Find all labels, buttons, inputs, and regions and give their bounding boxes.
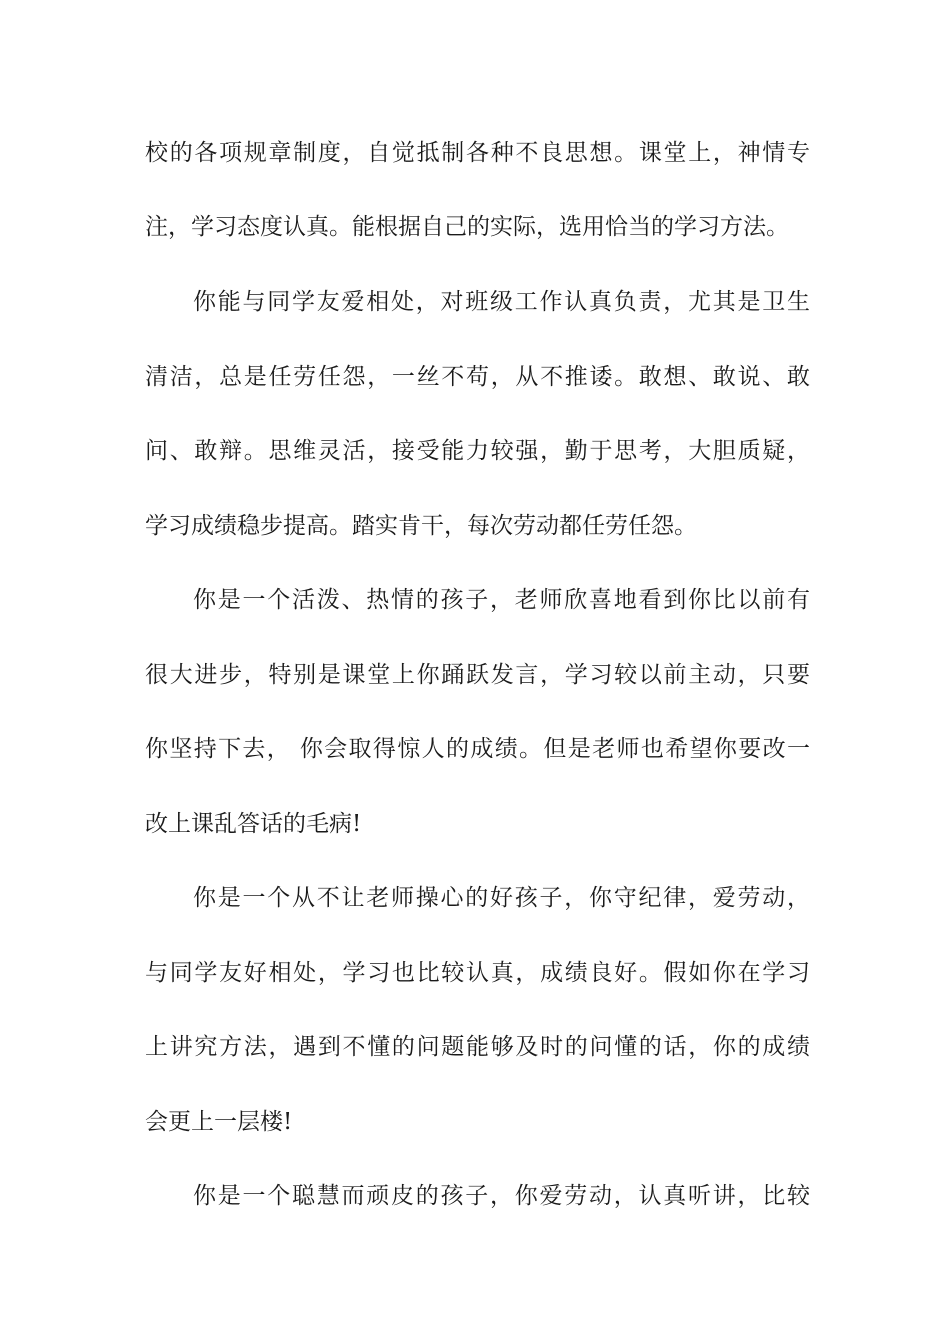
text-line: 清洁，总是任劳任怨，一丝不苟，从不推诿。敢想、敢说、敢 — [145, 364, 810, 390]
paragraph-first-line: 你是一个聪慧而顽皮的孩子，你爱劳动，认真听讲，比较 — [193, 1183, 810, 1209]
text-line: 改上课乱答话的毛病! — [145, 811, 362, 837]
paragraph-first-line: 你是一个从不让老师操心的好孩子，你守纪律，爱劳动， — [193, 885, 810, 911]
text-line: 校的各项规章制度，自觉抵制各种不良思想。课堂上，神情专 — [145, 140, 810, 166]
paragraph-first-line: 你是一个活泼、热情的孩子，老师欣喜地看到你比以前有 — [193, 587, 810, 613]
text-line: 会更上一层楼! — [145, 1109, 293, 1135]
text-line: 你坚持下去， 你会取得惊人的成绩。但是老师也希望你要改一 — [145, 736, 810, 762]
text-line: 与同学友好相处，学习也比较认真，成绩良好。假如你在学习 — [145, 960, 810, 986]
text-line: 注，学习态度认真。能根据自己的实际，选用恰当的学习方法。 — [145, 214, 789, 240]
paragraph-first-line: 你能与同学友爱相处，对班级工作认真负责，尤其是卫生 — [193, 289, 810, 315]
text-line: 学习成绩稳步提高。踏实肯干，每次劳动都任劳任怨。 — [145, 513, 697, 539]
text-line: 上讲究方法，遇到不懂的问题能够及时的问懂的话，你的成绩 — [145, 1034, 810, 1060]
text-line: 很大进步，特别是课堂上你踊跃发言，学习较以前主动，只要 — [145, 662, 810, 688]
text-line: 问、敢辩。思维灵活，接受能力较强，勤于思考，大胆质疑， — [145, 438, 810, 464]
